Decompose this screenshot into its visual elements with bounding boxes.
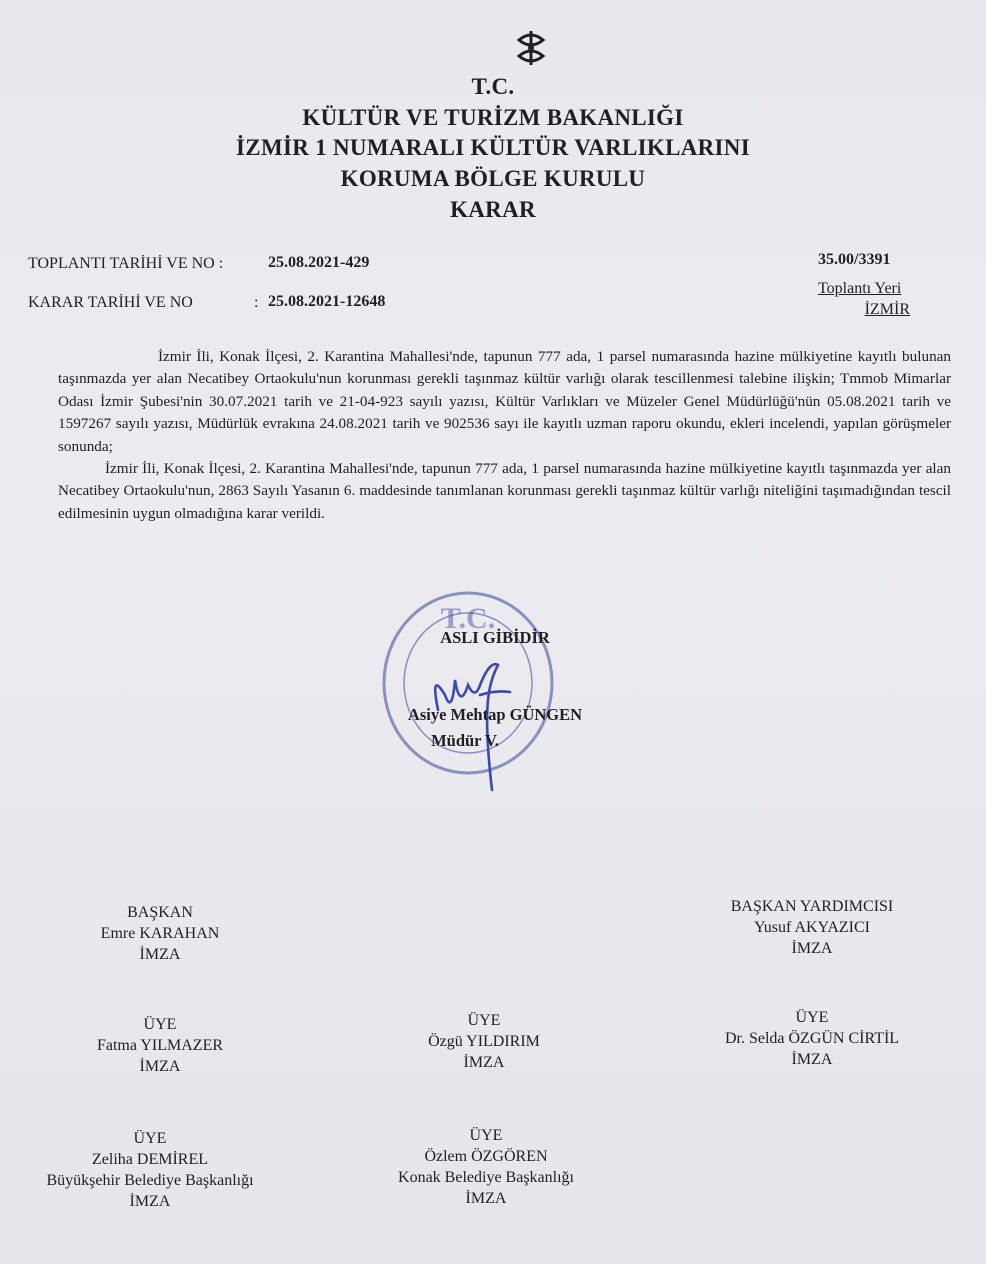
signatory-uye-2 xyxy=(334,1010,634,1073)
signatory-name: Yusuf AKYAZICI xyxy=(754,919,870,936)
signatory-role: BAŞKAN xyxy=(127,904,193,921)
signatory-role: ÜYE xyxy=(469,1127,503,1144)
signatory-uye-1 xyxy=(10,1014,310,1077)
header-country: T.C. xyxy=(471,74,515,99)
signatory-status: İMZA xyxy=(139,946,181,963)
signatory-role: ÜYE xyxy=(143,1016,177,1033)
signatory-uye-3 xyxy=(662,1007,962,1070)
signatory-role: ÜYE xyxy=(795,1009,829,1026)
signatory-role: BAŞKAN YARDIMCISI xyxy=(730,898,894,915)
header-board-line1: İZMİR 1 NUMARALI KÜLTÜR VARLIKLARINI xyxy=(236,135,750,160)
header-ministry: KÜLTÜR VE TURİZM BAKANLIĞI xyxy=(302,105,684,130)
signatory-name: Dr. Selda ÖZGÜN CİRTİL xyxy=(724,1030,900,1047)
decision-label: KARAR TARİHİ VE NO xyxy=(28,294,193,311)
signatory-org: Konak Belediye Başkanlığı xyxy=(398,1169,574,1186)
signatory-org: Büyükşehir Belediye Başkanlığı xyxy=(46,1172,254,1189)
signatory-uye-4 xyxy=(0,1128,300,1212)
meeting-label: TOPLANTI TARİHİ VE NO : xyxy=(28,255,224,272)
signatory-status: İMZA xyxy=(463,1054,505,1071)
signatory-baskan-yardimcisi xyxy=(662,896,962,959)
signatory-name: Fatma YILMAZER xyxy=(96,1037,224,1054)
signatory-baskan xyxy=(10,902,310,965)
certifier-name: Asiye Mehtap GÜNGEN xyxy=(407,705,583,724)
signatory-name: Özgü YILDIRIM xyxy=(428,1033,540,1050)
signatory-name: Emre KARAHAN xyxy=(100,925,220,942)
stamp-text: T.C. xyxy=(440,602,496,635)
signatory-status: İMZA xyxy=(791,940,833,957)
signatory-name: Özlem ÖZGÖREN xyxy=(424,1148,548,1165)
place-value: İZMİR xyxy=(864,301,910,318)
place-label: Toplantı Yeri xyxy=(818,280,902,297)
signatory-name: Zeliha DEMİREL xyxy=(92,1151,208,1168)
decision-body xyxy=(58,346,951,525)
decision-separator: : xyxy=(254,294,259,311)
emblem-icon xyxy=(513,28,549,68)
signatory-role: ÜYE xyxy=(133,1130,167,1147)
signatory-uye-5 xyxy=(336,1125,636,1209)
header-doc-type: KARAR xyxy=(450,197,536,222)
signatory-status: İMZA xyxy=(129,1193,171,1210)
certified-copy-label: ASLI GİBİDİR xyxy=(440,628,550,647)
file-number: 35.00/3391 xyxy=(818,251,891,268)
signatory-status: İMZA xyxy=(791,1051,833,1068)
signatory-status: İMZA xyxy=(139,1058,181,1075)
header-board-line2: KORUMA BÖLGE KURULU xyxy=(340,166,646,191)
body-paragraph-1: İzmir İli, Konak İlçesi, 2. Karantina Mahallesi'nde, tapunun 777 ada, 1 parsel numarasında hazine mülkiyetine kayıtlı bulunan taşınmazda yer alan Necatibey Ortaokulu'nun korunması gerekli taşınmaz kültür varlığı olarak tescillenmesi talebine ilişkin; Tmmob Mimarlar Odası İzmir Şubesi'nin 30.07.2021 tarih ve 21-04-923 sayılı yazısı, Kültür Varlıkları ve Müzeler Genel Müdürlüğü'nün 05.08.2021 tarih ve 1597267 sayılı yazısı, Müdürlük evrakına 24.08.2021 tarih ve 902536 sayı ile kayıtlı uzman raporu okundu, ekleri incelendi, yapılan görüşmeler sonunda; xyxy=(58,348,951,455)
signatory-role: ÜYE xyxy=(467,1012,501,1029)
body-paragraph-2: İzmir İli, Konak İlçesi, 2. Karantina Mahallesi'nde, tapunun 777 ada, 1 parsel numarasında hazine mülkiyetine kayıtlı taşınmazda yer alan Necatibey Ortaokulu'nun, 2863 Sayılı Yasanın 6. maddesinde tanımlanan korunması gerekli taşınmaz kültür varlığı niteliğini taşımadığından tescil edilmesinin uygun olmadığına karar verildi. xyxy=(58,460,951,522)
certifier-title: Müdür V. xyxy=(431,731,499,750)
decision-value: 25.08.2021-12648 xyxy=(268,293,386,310)
signatory-status: İMZA xyxy=(465,1190,507,1207)
meeting-value: 25.08.2021-429 xyxy=(268,254,370,271)
